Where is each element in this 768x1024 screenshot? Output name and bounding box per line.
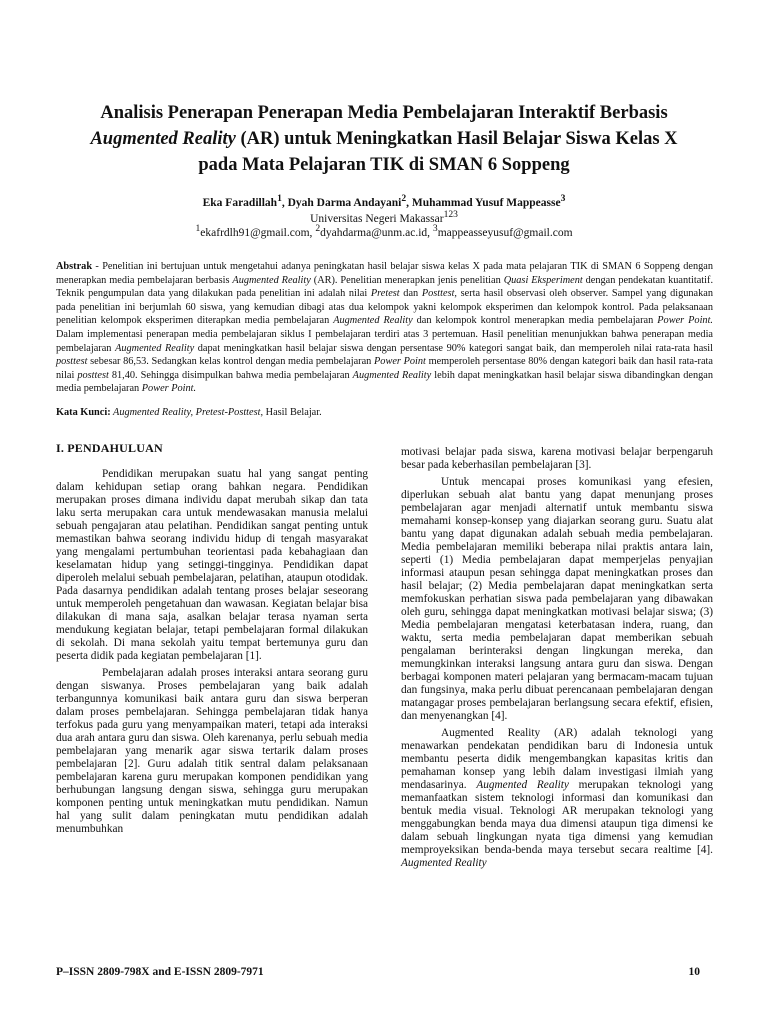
- author-sup: 1: [277, 193, 282, 204]
- paragraph-text: Augmented Reality (AR) adalah teknologi yang menawarkan pendekatan pendidikan baru di Indonesia untuk membantu peserta didik mengembangkan kapasitas kritis dan pemahaman konsep yang lebih dalam investigasi ilmiah yang mendasarinya.: [401, 727, 713, 791]
- author-sup: 2: [401, 193, 407, 204]
- abstract-text: dengan pendekatan kuantitatif. Teknik pengumpulan data yang dilakukan pada penelitian ini adalah nilai: [56, 274, 714, 300]
- section-heading: I. PENDAHULUAN: [56, 441, 163, 455]
- abstract-italic: Posttest,: [421, 288, 458, 300]
- email-sup: 1: [195, 223, 201, 234]
- paragraph: Untuk mencapai proses komunikasi yang efesien, diperlukan sebuah alat bantu yang dapat menunjang proses pembelajaran agar menjadi alternatif untuk membantu siswa memahami konsep-konsep yang diajarkan seorang guru. Suatu alat bantu yang dapat digunakan adalah sebuah media pembelajaran. Media pembelajaran memiliki beberapa nilai praktis antara lain, seperti (1) Media pembelajaran dapat memperjelas penyajian informasi ataupun pesan sehingga dapat meningkatkan proses dan hasil belajar; (2) Media pembelajaran dapat meningkatkan serta memfokuskan perhatian siswa pada pembelajaran yang dibawakan oleh guru, sehingga dapat meningkatkan motivasi belajar siswa; (3) Media pembelajaran mengatasi keterbatasan indera, ruang, dan waktu, serta media pembelajaran dapat memberikan sebuah pengalaman berinteraksi dengan lingkungan mereka, dan memungkinkan interaksi langsung antara guru dan siswa. Dengan berbagai komponen materi pelajaran yang bermacam-macam tujuan dan fungsinya, maka perlu dibuat perencanaan pembelajaran dengan matangagar proses pembelajaran berlangsung secara efektif, efisien, dan menyenangkan [4].: [401, 476, 713, 722]
- abstract-text: dapat meningkatkan hasil belajar siswa dengan persentase 90% kategori sangat baik, dan memperoleh nilai rata-rata hasil: [194, 342, 713, 354]
- abstract-text: 81,40. Sehingga disimpulkan bahwa media pembelajaran: [108, 369, 353, 381]
- abstract-italic: posttest: [77, 369, 109, 381]
- abstract-text: - Penelitian ini bertujuan untuk mengetahui adanya peningkatan hasil belajar siswa kelas X pada mata pelajaran TIK di SMAN 6 Soppeng dengan menerapkan media pembelajaran berbasis: [56, 261, 713, 286]
- abstract-text: lebih dapat meningkatkan hasil belajar siswa dibandingkan dengan media pembelajaran: [56, 369, 713, 395]
- author-sup: 3: [560, 193, 566, 204]
- abstract-italic: Quasi Eksperiment: [503, 274, 583, 286]
- abstract-text: sebesar 86,53. Sedangkan kelas kontrol dengan media pembelajaran: [87, 356, 375, 368]
- keywords-label: Kata Kunci:: [56, 407, 111, 418]
- title-line-1: Analisis Penerapan Penerapan Media Pembelajaran Interaktif Berbasis: [100, 103, 668, 123]
- author-list: Eka Faradillah$^1$, Dyah Darma Andayani$^2$, Muhammad Yusuf Mappeasse$^3$: [202, 193, 566, 209]
- abstract-text: Dalam implementasi penerapan media pembelajaran siklus I pembelajaran terdiri atas 3 pertemuan. Hasil penelitian menunjukkan bahwa penerapan media pembelajaran: [56, 328, 713, 354]
- keywords-rest: Hasil Belajar.: [263, 407, 322, 418]
- abstract: [56, 260, 713, 396]
- abstract-italic: posttest: [56, 356, 88, 368]
- affiliation-sup: 123: [443, 209, 458, 220]
- paragraph-text: merupakan teknologi yang memanfaatkan sistem teknologi informasi dan komunikasi dan bentuk media visual. Teknologi AR merupakan teknologi yang menggabungkan benda maya dua dimensi ataupun tiga dimensi ke dalam sebuah lingkungan nyata tiga dimensi yang kemudian memproyeksikan benda-benda maya tersebut secara realtime [4].: [401, 779, 713, 856]
- abstract-text: (AR). Penelitian menerapkan jenis penelitian: [310, 274, 504, 286]
- abstract-italic: Power Point.: [657, 315, 714, 327]
- paragraph: [401, 727, 713, 870]
- abstract-text: memperoleh persentase 80% dengan kategori baik dan hasil rata-rata nilai: [56, 356, 713, 381]
- author-name: Muhammad Yusuf Mappeasse: [411, 196, 561, 209]
- author-name: Dyah Darma Andayani: [287, 196, 402, 209]
- title-italic-term: Augmented Reality: [90, 129, 236, 149]
- abstract-italic: Power Point.: [141, 383, 197, 395]
- paragraph: motivasi belajar pada siswa, karena motivasi belajar berpengaruh besar pada keberhasilan pembelajaran [3].: [401, 446, 713, 471]
- abstract-italic: Power Point: [374, 356, 426, 368]
- abstract-italic: Augmented Reality: [232, 274, 311, 286]
- email-sup: 3: [432, 223, 438, 234]
- footer-issn: P–ISSN 2809-798X and E-ISSN 2809-7971: [56, 966, 264, 978]
- abstract-italic: Augmented Reality: [352, 369, 432, 381]
- paragraph-italic: Augmented Reality: [476, 779, 569, 791]
- affiliation-name: Universitas Negeri Makassar: [310, 212, 444, 225]
- abstract-text: serta hasil observasi oleh observer. Sampel yang digunakan pada penelitian ini berjumlah 60 siswa, yang kemudian dibagi atas dua kelompok yakni kelompok eksperimen dan kelompok kontrol. Pada pelaksanaan penelitian kelompok eksperimen diterapkan media pembelajaran: [56, 288, 713, 327]
- paper-title: [50, 100, 718, 178]
- right-column: [401, 446, 713, 874]
- email-link[interactable]: mappeasseyusuf@gmail.com: [437, 226, 573, 239]
- keywords: [56, 406, 713, 419]
- author-emails: [50, 222, 718, 240]
- page-number: 10: [688, 966, 700, 978]
- paragraph: Pendidikan merupakan suatu hal yang sangat penting dalam kehidupan setiap orang bahkan negara. Pendidikan merupakan proses dimana individu dapat merubah sikap dan tata laku serta merupakan cara untuk mendewasakan manusia melalui sebuah pengajaran atau pelatihan. Pendidikan sangat penting untuk memastikan bahwa seorang individu hidup di tengah masyarakat yang mengalami pertumbuhan teorientasi pada kebahagiaan dan keselamatan hidup yang setinggi-tingginya. Pendidikan dapat diperoleh melalui sebuah pembelajaran, pelatihan, ataupun otodidak. Pada dasarnya pendidikan adalah tentang proses belajar seseorang untuk memperoleh pengetahuan dan wawasan. Kegiatan belajar bisa dilakukan di mana saja, asalkan belajar terasa nyaman serta mendukung kegiatan belajar, tetapi pembelajaran formal dilakukan di sekolah. Di mana sekolah yaitu tempat bertemunya guru dan peserta didik pada kegiatan pembelajaran [1].: [56, 468, 368, 662]
- email-sup: 2: [315, 223, 321, 234]
- abstract-text: dan kelompok kontrol menerapkan media pembelajaran: [412, 315, 658, 327]
- title-line-2-rest: (AR) untuk Meningkatkan Hasil Belajar Siswa Kelas X: [235, 129, 678, 149]
- keywords-italic: Augmented Reality, Pretest-Posttest,: [110, 407, 264, 418]
- title-line-3: pada Mata Pelajaran TIK di SMAN 6 Soppeng: [198, 155, 570, 175]
- abstract-italic: Augmented Reality: [115, 342, 195, 354]
- abstract-label: Abstrak: [56, 261, 93, 272]
- email-link[interactable]: ekafrdlh91@gmail.com,: [200, 226, 316, 239]
- abstract-text: dan: [399, 288, 422, 300]
- email-link[interactable]: dyahdarma@unm.ac.id,: [320, 226, 433, 239]
- author-name: Eka Faradillah: [202, 196, 278, 209]
- abstract-italic: Augmented Reality: [333, 315, 413, 327]
- title-line-2: [50, 126, 718, 152]
- paragraph-italic: Augmented Reality: [401, 857, 487, 869]
- abstract-italic: Pretest: [370, 288, 400, 300]
- paragraph: Pembelajaran adalah proses interaksi antara seorang guru dengan siswanya. Proses pembelajaran yang baik adalah terbangunnya komunikasi baik antara guru dan siswa berperan dalam proses pembelajaran. Sehingga pembelajaran tidak hanya terfokus pada guru yang menyampaikan materi, tetapi ada interaksi dua arah antara guru dan siswa. Oleh karenanya, perlu sebuah media pembelajaran yang menarik agar siswa tertarik dalam proses pembelajaran [2]. Guru adalah titik sentral dalam pelaksanaan pembelajaran karena guru merupakan komponen pendidikan yang berhubungan langsung dengan siswa, sehingga guru merupakan komponen penting untuk meningkatkan mutu pendidikan. Namun hal yang sulit dalam peningkatan mutu pendidikan adalah menumbuhkan: [56, 667, 368, 835]
- left-column: [56, 440, 368, 840]
